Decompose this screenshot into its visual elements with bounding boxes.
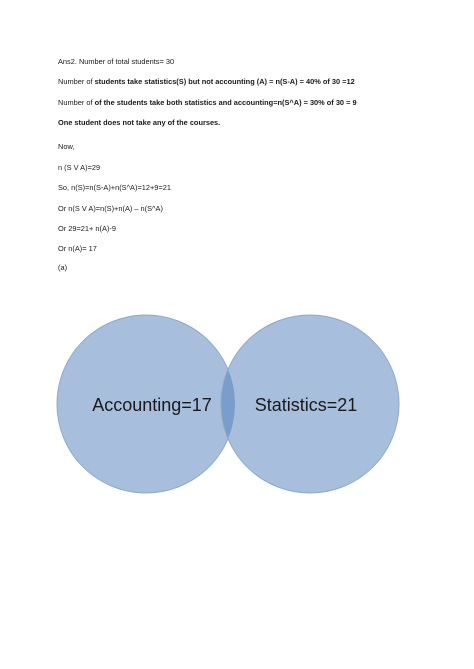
no-course-line: One student does not take any of the courses.	[58, 118, 221, 127]
union-line: n (S V A)=29	[58, 163, 101, 172]
union-formula-line: Or n(S V A)=n(S)+n(A) – n(S^A)	[58, 204, 163, 213]
result-line: Or n(A)= 17	[58, 244, 97, 253]
substitution-line: Or 29=21+ n(A)-9	[58, 224, 116, 233]
ns-calc-line: So, n(S)=n(S-A)+n(S^A)=12+9=21	[58, 183, 171, 192]
line-prefix: Number of	[58, 98, 95, 107]
statistics-only-line	[58, 77, 355, 87]
both-courses-line	[58, 98, 357, 108]
now-line: Now,	[58, 142, 75, 151]
statistics-label: Statistics=21	[254, 395, 358, 415]
line-bold-text: of the students take both statistics and accounting=n(S^A) = 30% of 30 = 9	[94, 98, 357, 107]
part-a-label: (a)	[58, 263, 68, 272]
accounting-label: Accounting=17	[92, 395, 212, 415]
line-prefix: Number of	[58, 77, 95, 86]
line-bold-text: students take statistics(S) but not accounting (A) = n(S-A) = 40% of 30 =12	[94, 77, 355, 86]
venn-diagram	[0, 300, 474, 520]
answer-heading: Ans2. Number of total students= 30	[58, 57, 175, 66]
